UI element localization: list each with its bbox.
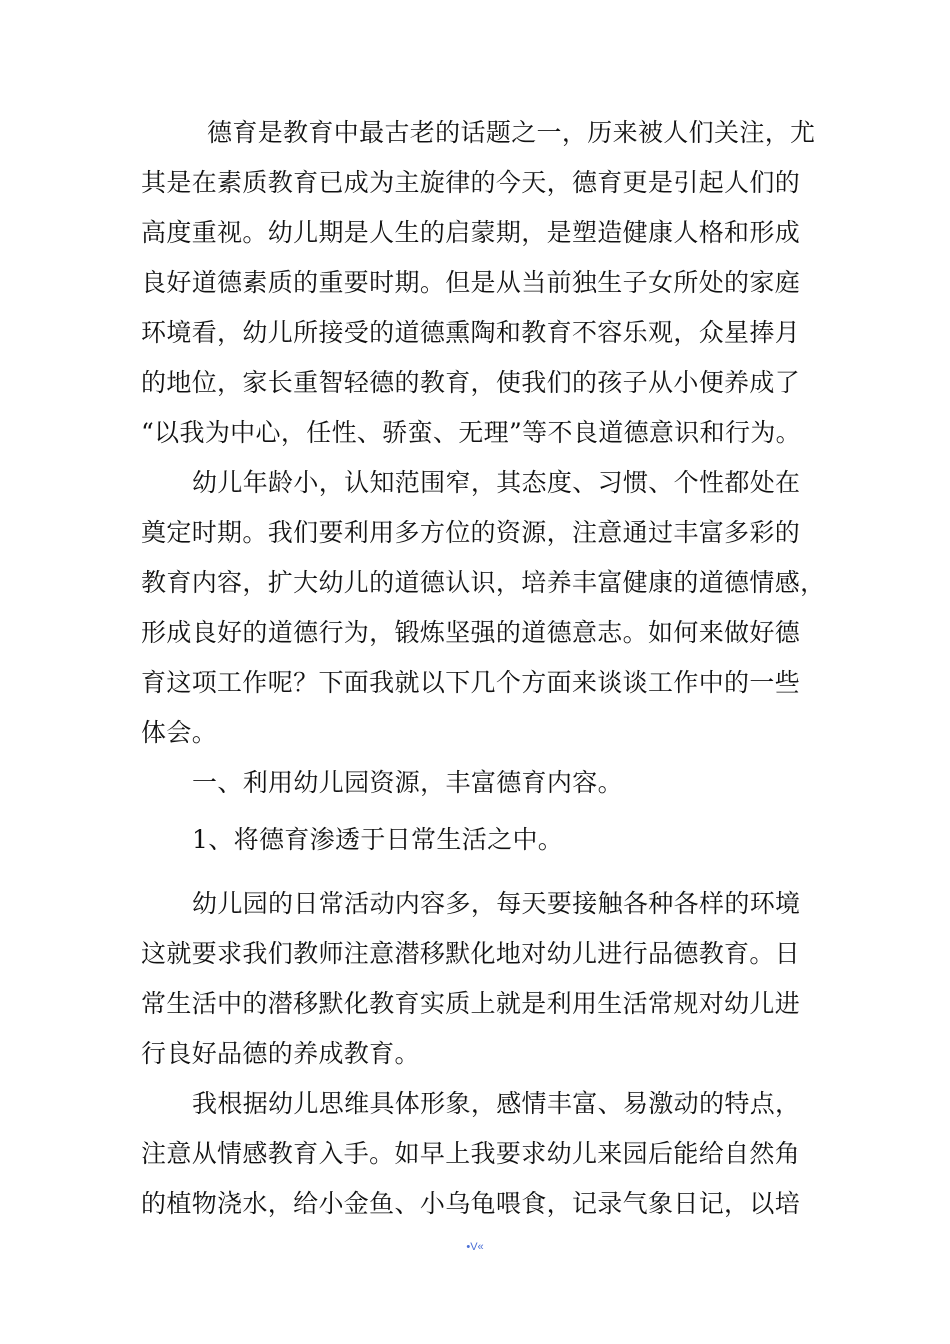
paragraph-2-line-1: 幼儿年龄小，认知范围窄，其态度、习惯、个性都处在 [192, 468, 801, 497]
section-heading-1: 一、利用幼儿园资源，丰富德育内容。 [192, 768, 623, 797]
paragraph-1-line-4: 良好道德素质的重要时期。但是从当前独生子女所处的家庭 [141, 268, 801, 297]
paragraph-2-line-5: 育这项工作呢？下面我就以下几个方面来谈谈工作中的一些 [141, 668, 801, 697]
page-footer-mark: •V« [466, 1241, 484, 1253]
paragraph-4-line-2: 注意从情感教育入手。如早上我要求幼儿来园后能给自然角 [141, 1139, 801, 1168]
paragraph-1-line-7: “以我为中心，任性、骄蛮、无理”等不良道德意识和行为。 [141, 418, 802, 447]
paragraph-3-line-2: 这就要求我们教师注意潜移默化地对幼儿进行品德教育。日 [141, 939, 801, 968]
paragraph-1-line-2: 其是在素质教育已成为主旋律的今天，德育更是引起人们的 [141, 168, 801, 197]
paragraph-2-line-2: 奠定时期。我们要利用多方位的资源，注意通过丰富多彩的 [141, 518, 801, 547]
paragraph-4-line-3: 的植物浇水，给小金鱼、小乌龟喂食，记录气象日记，以培 [141, 1189, 801, 1218]
paragraph-3-line-4: 行良好品德的养成教育。 [141, 1039, 420, 1068]
paragraph-1-line-5: 环境看，幼儿所接受的道德熏陶和教育不容乐观，众星捧月 [141, 318, 801, 347]
paragraph-1-line-6: 的地位，家长重智轻德的教育，使我们的孩子从小便养成了 [141, 368, 801, 397]
paragraph-2-line-6: 体会。 [141, 718, 218, 747]
paragraph-2-line-3: 教育内容，扩大幼儿的道德认识，培养丰富健康的道德情感， [141, 568, 826, 597]
subsection-heading-1: 1、将德育渗透于日常生活之中。 [192, 825, 564, 854]
paragraph-2-line-4: 形成良好的道德行为，锻炼坚强的道德意志。如何来做好德 [141, 618, 801, 647]
paragraph-1-line-3: 高度重视。幼儿期是人生的启蒙期，是塑造健康人格和形成 [141, 218, 801, 247]
paragraph-3-line-1: 幼儿园的日常活动内容多，每天要接触各种各样的环境 [192, 889, 801, 918]
paragraph-3-line-3: 常生活中的潜移默化教育实质上就是利用生活常规对幼儿进 [141, 989, 801, 1018]
paragraph-1-line-1: 德育是教育中最古老的话题之一，历来被人们关注，尤 [207, 118, 816, 147]
paragraph-4-line-1: 我根据幼儿思维具体形象，感情丰富、易激动的特点， [192, 1089, 801, 1118]
